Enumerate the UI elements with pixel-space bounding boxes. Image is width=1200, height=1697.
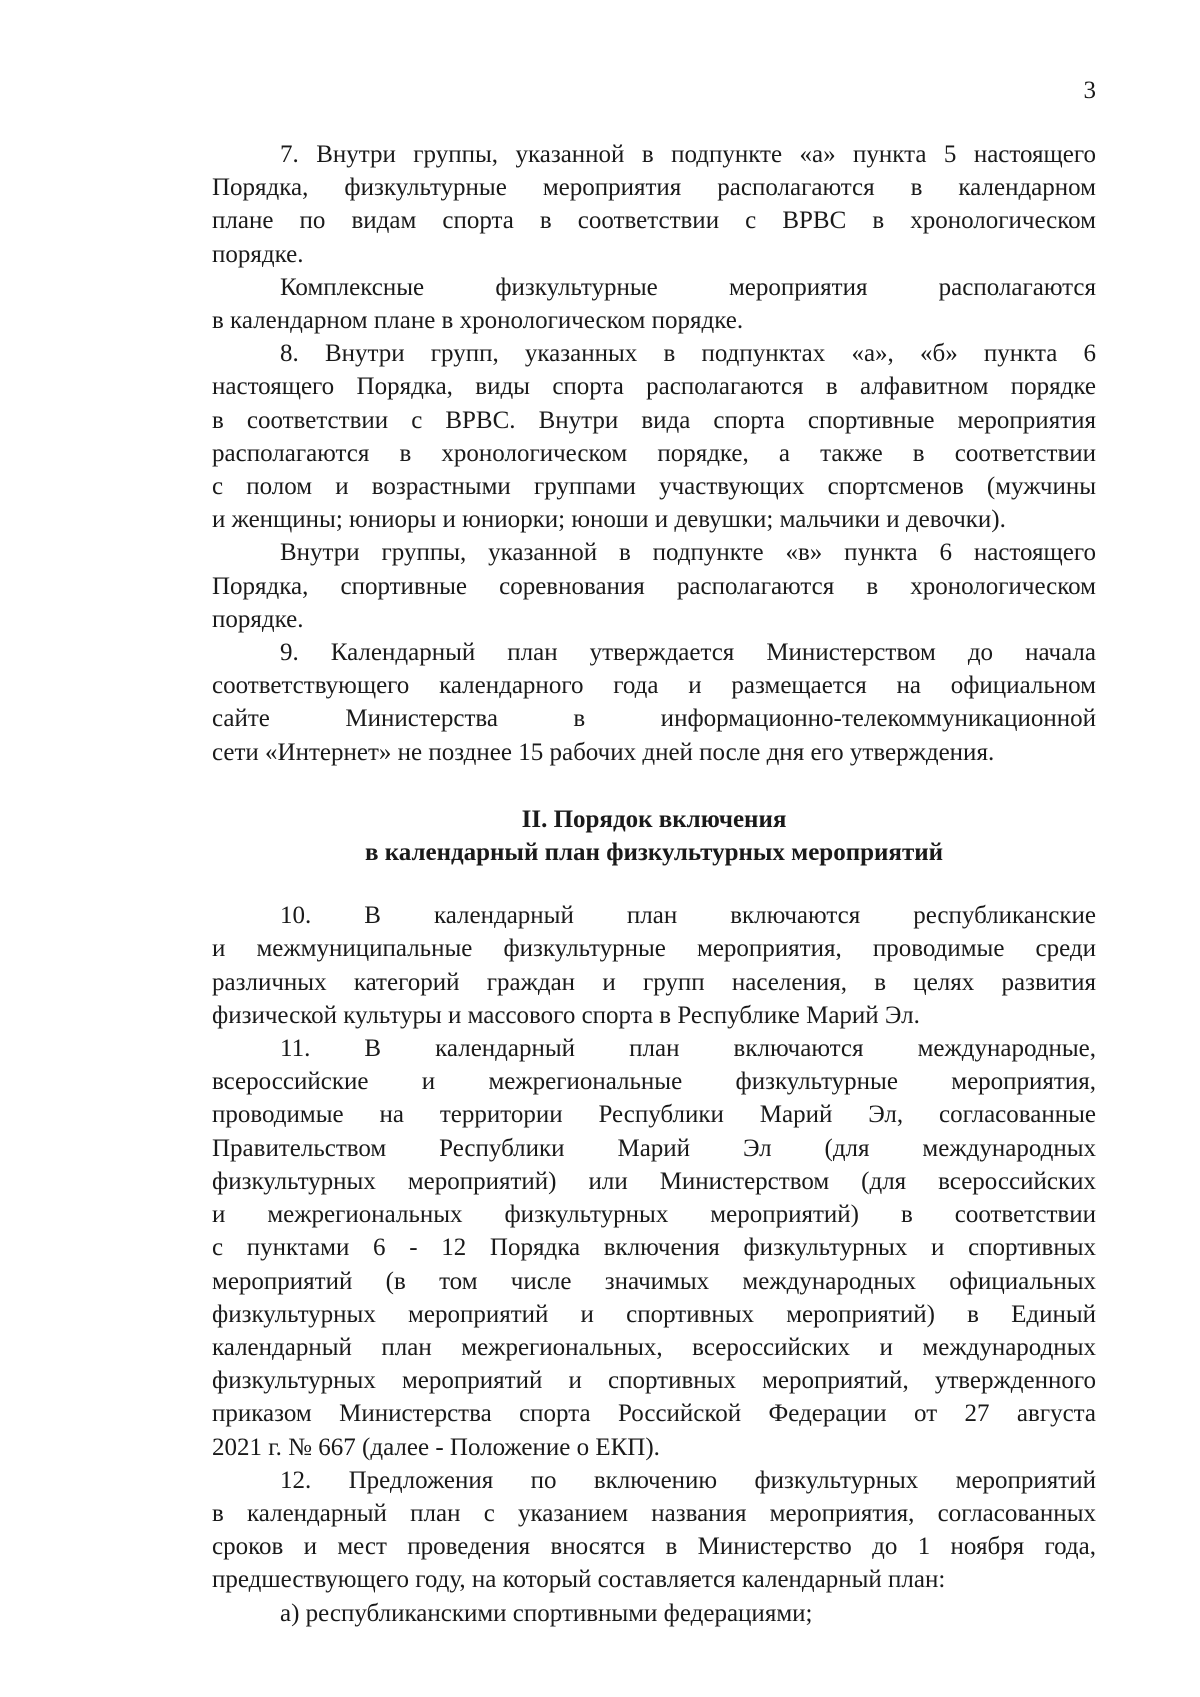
paragraph-line: физкультурных мероприятий) или Министерством (для всероссийских: [212, 1167, 1096, 1195]
paragraph: [212, 1464, 1096, 1597]
paragraph-line: и межрегиональных физкультурных мероприятий) в соответствии: [212, 1201, 1096, 1229]
paragraph: [212, 337, 1096, 536]
paragraph-line: в календарном плане в хронологическом порядке.: [212, 307, 744, 335]
paragraph-line: проводимые на территории Республики Марий Эл, согласованные: [212, 1101, 1096, 1129]
paragraph-line: 2021 г. № 667 (далее - Положение о ЕКП).: [212, 1433, 660, 1461]
paragraph-line: различных категорий граждан и групп населения, в целях развития: [212, 968, 1096, 996]
paragraph-line: физкультурных мероприятий и спортивных мероприятий) в Единый: [212, 1300, 1096, 1328]
paragraph-line: физической культуры и массового спорта в Республике Марий Эл.: [212, 1001, 920, 1029]
paragraph-line: порядке.: [212, 240, 304, 268]
paragraph-line: 9. Календарный план утверждается Министерством до начала: [280, 639, 1096, 667]
paragraph-line: располагаются в хронологическом порядке, а также в соответствии: [212, 439, 1096, 467]
paragraph: [212, 271, 1096, 337]
paragraph-line: Внутри группы, указанной в подпункте «в» пункта 6 настоящего: [280, 539, 1096, 567]
paragraph-line: мероприятий (в том числе значимых международных официальных: [212, 1267, 1096, 1295]
paragraph-line: сети «Интернет» не позднее 15 рабочих дней после дня его утверждения.: [212, 738, 995, 766]
paragraphs-before-heading: [212, 138, 1096, 769]
paragraph-line: и межмуниципальные физкультурные мероприятия, проводимые среди: [212, 935, 1096, 963]
paragraph: [212, 899, 1096, 1032]
paragraph-line: с полом и возрастными группами участвующих спортсменов (мужчины: [212, 473, 1096, 501]
paragraphs-after-heading: [212, 899, 1096, 1629]
paragraph-line: 8. Внутри групп, указанных в подпунктах «а», «б» пункта 6: [280, 340, 1096, 368]
paragraph-line: Правительством Республики Марий Эл (для международных: [212, 1134, 1096, 1162]
paragraph-line: физкультурных мероприятий и спортивных мероприятий, утвержденного: [212, 1367, 1096, 1395]
paragraph-line: сайте Министерства в информационно-телекоммуникационной: [212, 705, 1096, 733]
paragraph: [212, 636, 1096, 769]
paragraph-line: Порядка, спортивные соревнования располагаются в хронологическом: [212, 572, 1096, 600]
paragraph-line: 10. В календарный план включаются республиканские: [280, 902, 1096, 930]
paragraph-line: а) республиканскими спортивными федерациями;: [280, 1599, 813, 1627]
paragraph-line: всероссийские и межрегиональные физкультурные мероприятия,: [212, 1068, 1096, 1096]
paragraph-line: 11. В календарный план включаются международные,: [280, 1035, 1096, 1063]
section-heading: [212, 803, 1096, 869]
paragraph-line: приказом Министерства спорта Российской Федерации от 27 августа: [212, 1400, 1096, 1428]
paragraph-line: календарный план межрегиональных, всероссийских и международных: [212, 1333, 1096, 1361]
paragraph-line: 7. Внутри группы, указанной в подпункте «а» пункта 5 настоящего: [280, 141, 1096, 168]
paragraph: [212, 1597, 1096, 1630]
paragraph-line: с пунктами 6 - 12 Порядка включения физкультурных и спортивных: [212, 1234, 1096, 1262]
paragraph-line: настоящего Порядка, виды спорта располагаются в алфавитном порядке: [212, 373, 1096, 401]
paragraph: [212, 1032, 1096, 1464]
paragraph-line: соответствующего календарного года и размещается на официальном: [212, 672, 1096, 700]
paragraph-line: в соответствии с ВРВС. Внутри вида спорта спортивные мероприятия: [212, 406, 1096, 434]
section-heading-line-2: в календарный план физкультурных мероприятий: [364, 839, 944, 867]
paragraph-line: 12. Предложения по включению физкультурных мероприятий: [280, 1466, 1096, 1494]
page-number: 3: [1083, 77, 1096, 104]
paragraph-line: предшествующего году, на который составляется календарный план:: [212, 1566, 946, 1594]
section-heading-line-1: II. Порядок включения: [521, 805, 787, 833]
paragraph-line: порядке.: [212, 605, 304, 633]
paragraph-line: плане по видам спорта в соответствии с ВРВС в хронологическом: [212, 207, 1096, 235]
paragraph-line: Порядка, физкультурные мероприятия располагаются в календарном: [212, 174, 1096, 202]
paragraph: [212, 138, 1096, 271]
paragraph: [212, 536, 1096, 636]
paragraph-line: сроков и мест проведения вносятся в Министерство до 1 ноября года,: [212, 1533, 1096, 1561]
document-body: [212, 138, 1096, 1630]
paragraph-line: в календарный план с указанием названия мероприятия, согласованных: [212, 1499, 1096, 1527]
paragraph-line: и женщины; юниоры и юниорки; юноши и девушки; мальчики и девочки).: [212, 506, 1006, 534]
paragraph-line: Комплексные физкультурные мероприятия располагаются: [280, 273, 1096, 301]
